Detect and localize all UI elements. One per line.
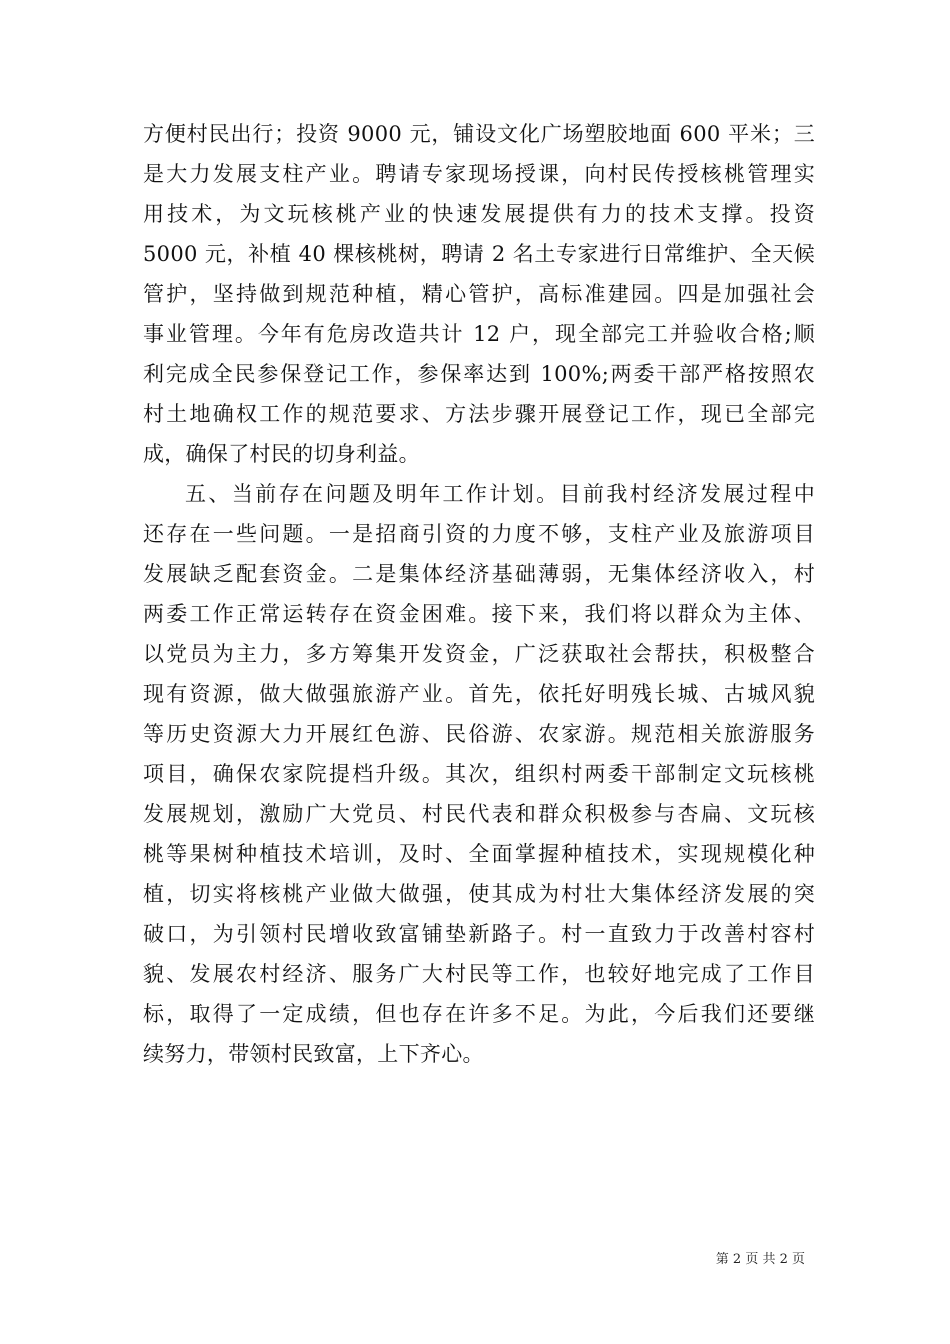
text-line: 管护，坚持做到规范种植，精心管护，高标准建园。四是加强社会 [143, 282, 815, 306]
text-line: 用技术，为文玩核桃产业的快速发展提供有力的技术支撑。投资 [143, 202, 815, 226]
text-line: 村土地确权工作的规范要求、方法步骤开展登记工作，现已全部完 [143, 402, 815, 426]
text-line: 破口，为引领村民增收致富铺垫新路子。村一直致力于改善村容村 [143, 922, 815, 946]
text-line: 植，切实将核桃产业做大做强，使其成为村壮大集体经济发展的突 [143, 882, 815, 906]
paragraph-1 [143, 114, 815, 474]
text-line: 方便村民出行；投资 9000 元，铺设文化广场塑胶地面 600 平米；三 [143, 122, 815, 146]
text-line: 事业管理。今年有危房改造共计 12 户，现全部完工并验收合格;顺 [143, 322, 815, 346]
document-body [143, 114, 815, 1074]
paragraph-2 [143, 474, 815, 1074]
text-line: 还存在一些问题。一是招商引资的力度不够，支柱产业及旅游项目 [143, 522, 815, 546]
text-line: 项目，确保农家院提档升级。其次，组织村两委干部制定文玩核桃 [143, 762, 815, 786]
text-line: 以党员为主力，多方筹集开发资金，广泛获取社会帮扶，积极整合 [143, 642, 815, 666]
text-line: 发展规划，激励广大党员、村民代表和群众积极参与杏扁、文玩核 [143, 802, 815, 826]
text-line: 两委工作正常运转存在资金困难。接下来，我们将以群众为主体、 [143, 602, 815, 626]
text-line: 续努力，带领村民致富，上下齐心。 [143, 1042, 484, 1066]
text-line: 发展缺乏配套资金。二是集体经济基础薄弱，无集体经济收入，村 [143, 562, 815, 586]
text-line: 现有资源，做大做强旅游产业。首先，依托好明残长城、古城风貌 [143, 682, 815, 706]
text-line: 成，确保了村民的切身利益。 [143, 442, 420, 466]
text-line: 利完成全民参保登记工作，参保率达到 100%;两委干部严格按照农 [143, 362, 815, 386]
text-line: 5000 元，补植 40 棵核桃树，聘请 2 名土专家进行日常维护、全天候 [143, 242, 815, 266]
text-line: 五、当前存在问题及明年工作计划。目前我村经济发展过程中 [185, 482, 815, 506]
text-line: 标，取得了一定成绩，但也存在许多不足。为此，今后我们还要继 [143, 1002, 815, 1026]
text-line: 是大力发展支柱产业。聘请专家现场授课，向村民传授核桃管理实 [143, 162, 815, 186]
page-footer: 第 2 页 共 2 页 [715, 1252, 805, 1267]
text-line: 桃等果树种植技术培训，及时、全面掌握种植技术，实现规模化种 [143, 842, 815, 866]
text-line: 等历史资源大力开展红色游、民俗游、农家游。规范相关旅游服务 [143, 722, 815, 746]
text-line: 貌、发展农村经济、服务广大村民等工作，也较好地完成了工作目 [143, 962, 815, 986]
